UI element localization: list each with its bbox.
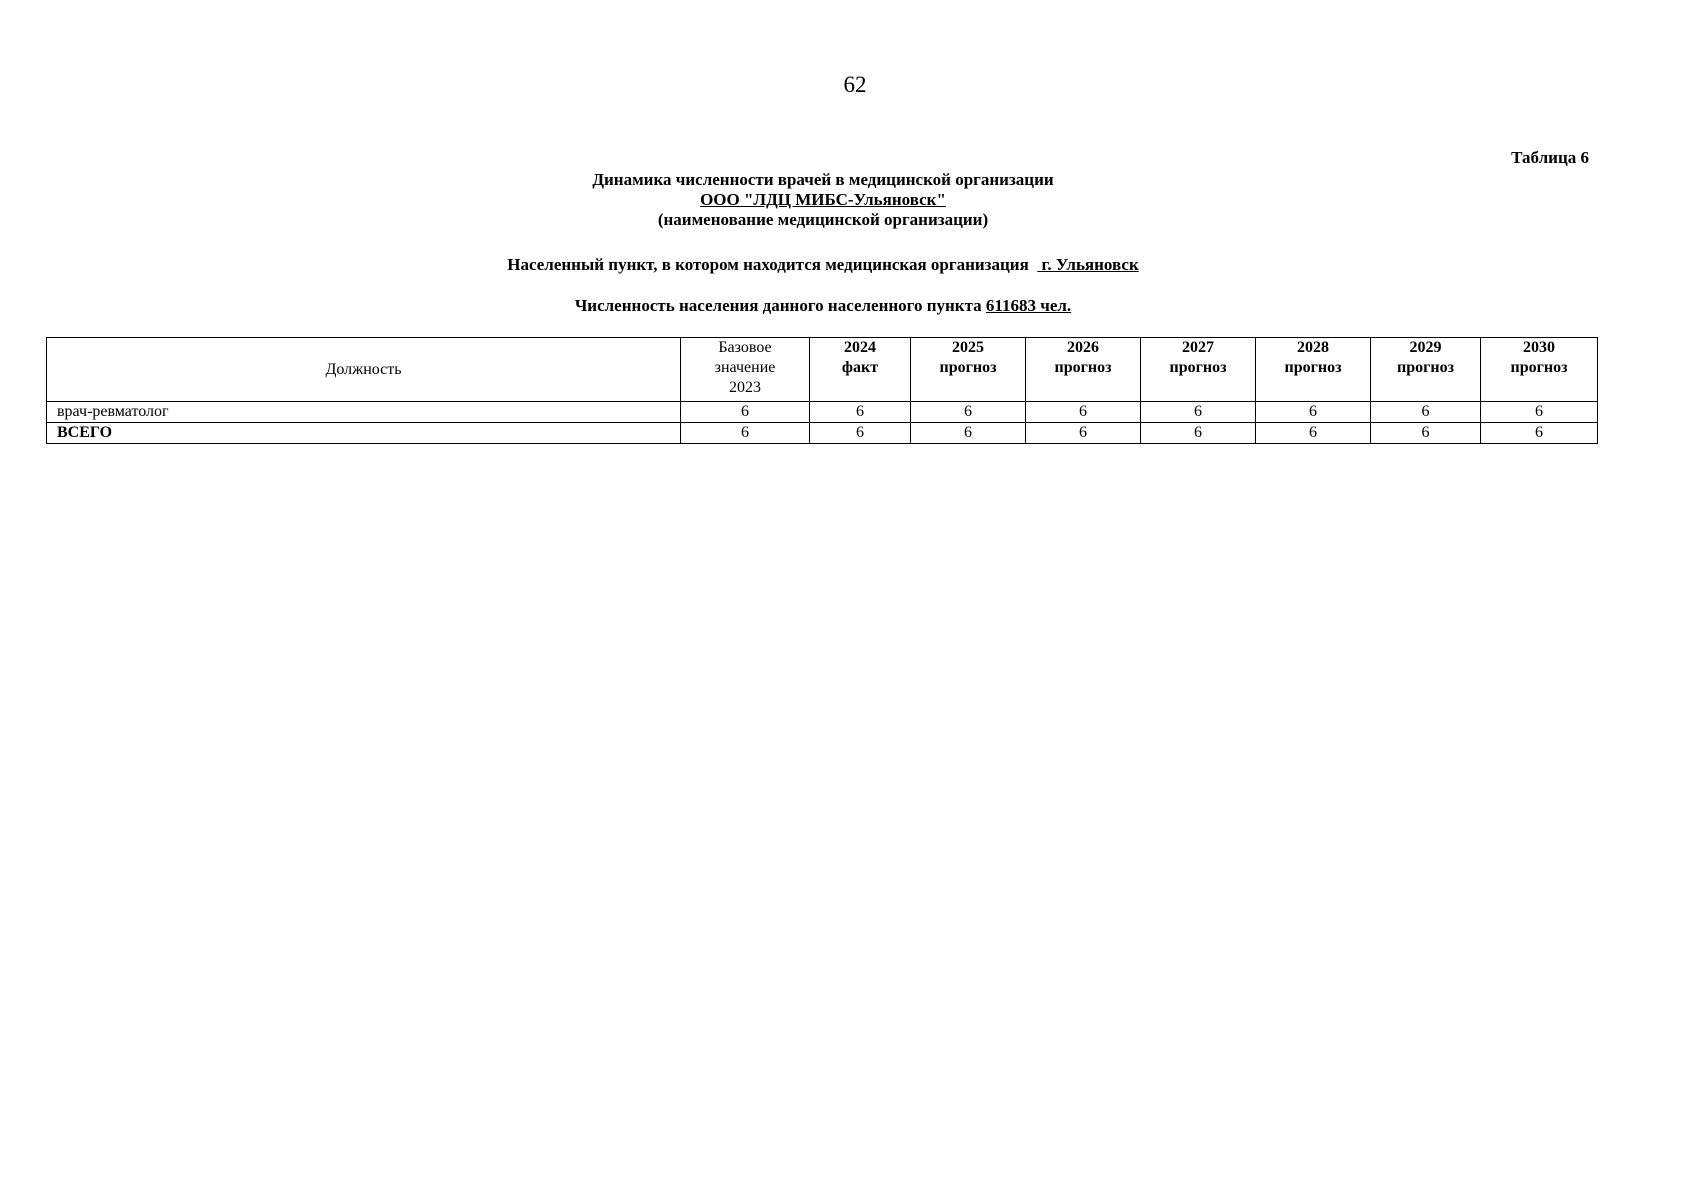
table-row <box>47 402 1598 423</box>
header-year-2028: 2028 прогноз <box>1256 338 1371 402</box>
header-year-2025: 2025 прогноз <box>911 338 1026 402</box>
settlement-label: Населенный пункт, в котором находится медицинская организация <box>507 255 1029 274</box>
table-label: Таблица 6 <box>1511 148 1589 167</box>
header-year-2030: 2030 прогноз <box>1481 338 1598 402</box>
table-header-row <box>47 338 1598 402</box>
total-value-2028: 6 <box>1256 423 1371 444</box>
row-position-name: врач-ревматолог <box>47 402 681 423</box>
total-value-2026: 6 <box>1026 423 1141 444</box>
header-base-value: Базовое значение 2023 <box>681 338 810 402</box>
total-value-2024: 6 <box>810 423 911 444</box>
population-value: 611683 чел. <box>985 296 1072 315</box>
heading-title: Динамика численности врачей в медицинской организации <box>592 170 1054 189</box>
table-total-row <box>47 423 1598 444</box>
document-heading <box>0 170 1646 230</box>
organization-name <box>0 190 1646 210</box>
row-value-2029: 6 <box>1371 402 1481 423</box>
doctor-staffing-table <box>46 337 1598 444</box>
total-value-2030: 6 <box>1481 423 1598 444</box>
settlement-line <box>0 255 1646 275</box>
total-value-base-2023: 6 <box>681 423 810 444</box>
row-value-2026: 6 <box>1026 402 1141 423</box>
row-value-2027: 6 <box>1141 402 1256 423</box>
organization-caption: (наименование медицинской организации) <box>657 210 989 229</box>
row-value-2030: 6 <box>1481 402 1598 423</box>
header-year-2026: 2026 прогноз <box>1026 338 1141 402</box>
settlement-value: г. Ульяновск <box>1041 255 1139 274</box>
total-label: ВСЕГО <box>47 423 681 444</box>
total-value-2029: 6 <box>1371 423 1481 444</box>
population-label: Численность населения данного населенного пункта <box>574 296 982 315</box>
row-value-2024: 6 <box>810 402 911 423</box>
population-line <box>0 296 1646 316</box>
row-value-base-2023: 6 <box>681 402 810 423</box>
row-value-2025: 6 <box>911 402 1026 423</box>
header-position: Должность <box>47 338 681 402</box>
total-value-2027: 6 <box>1141 423 1256 444</box>
header-year-2029: 2029 прогноз <box>1371 338 1481 402</box>
header-year-2027: 2027 прогноз <box>1141 338 1256 402</box>
page-number: 62 <box>843 72 867 97</box>
row-value-2028: 6 <box>1256 402 1371 423</box>
organization-name-text: ООО "ЛДЦ МИБС-Ульяновск" <box>700 190 946 209</box>
total-value-2025: 6 <box>911 423 1026 444</box>
header-year-2024: 2024 факт <box>810 338 911 402</box>
